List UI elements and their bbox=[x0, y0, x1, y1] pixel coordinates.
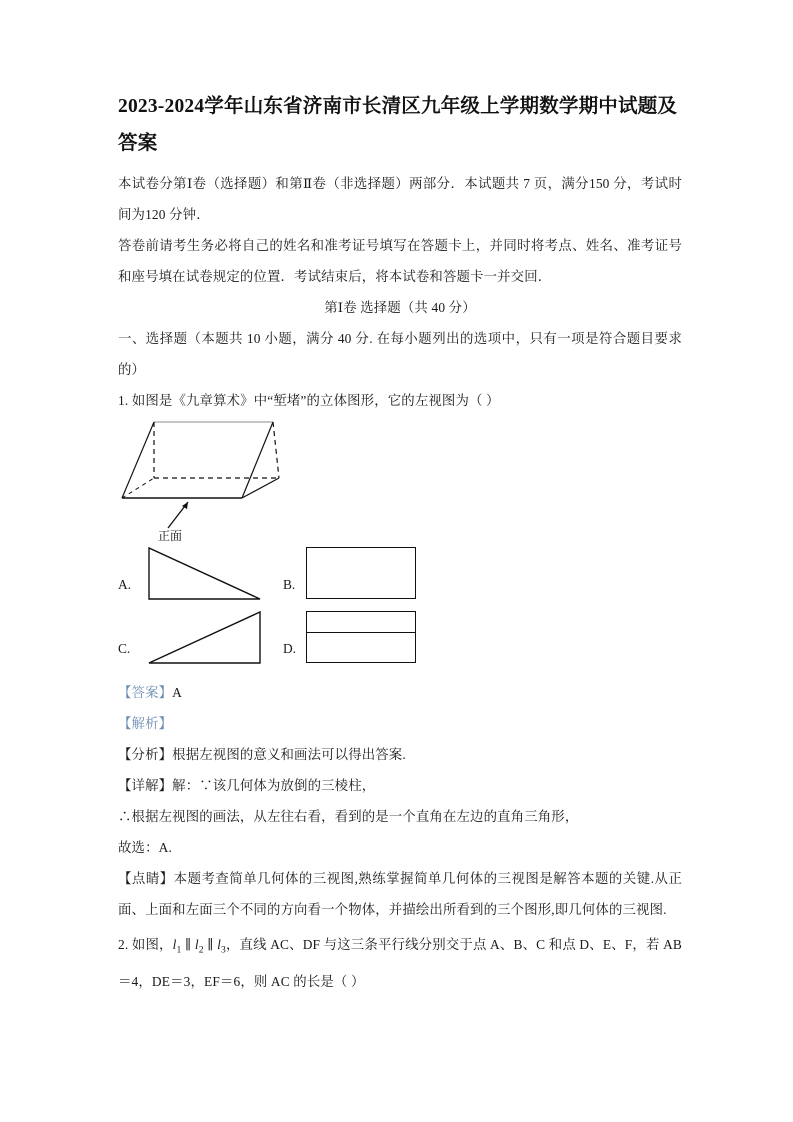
parallel-sign-2: ∥ bbox=[207, 937, 214, 952]
zhandu-solid-figure bbox=[118, 418, 418, 543]
analysis-line-2: 【详解】解：∵该几何体为放倒的三棱柱， bbox=[118, 778, 376, 793]
intro-paragraph-2: 答卷前请考生务必将自己的姓名和准考证号填写在答题卡上，并同时将考点、姓名、准考证号和座号填在试卷规定的位置．考试结束后，将本试卷和答题卡一并交回． bbox=[118, 238, 682, 284]
analysis-line-3: ∴根据左视图的画法，从左往右看，看到的是一个直角在左边的直角三角形， bbox=[118, 809, 579, 824]
question-1-text: 如图是《九章算术》中“堑堵”的立体图形，它的左视图为（ ） bbox=[131, 393, 500, 408]
question-2-text-part1: 如图， bbox=[131, 937, 173, 952]
question-1-number: 1. bbox=[118, 393, 129, 408]
analysis-line-1: 【分析】根据左视图的意义和画法可以得出答案. bbox=[118, 747, 406, 762]
front-view-label: 正面 bbox=[158, 529, 183, 543]
question-2-text-part2: ，直线 AC、DF 与这三条平行线分别交于点 A、B、C 和点 D、E、F，若 AB＝4，DE＝3，EF＝6，则 AC 的长是（ ） bbox=[118, 937, 682, 989]
line-var-3: $l_3$ bbox=[217, 937, 226, 956]
option-c-label: C. bbox=[118, 641, 131, 656]
section-header: 第Ⅰ卷 选择题（共 40 分） bbox=[324, 300, 476, 315]
intro-paragraph-1: 本试卷分第Ⅰ卷（选择题）和第Ⅱ卷（非选择题）两部分．本试题共 7 页，满分150 分，考试时间为120 分钟． bbox=[118, 176, 682, 222]
answer-value: A bbox=[172, 685, 182, 700]
question-2-stem bbox=[118, 929, 682, 997]
question-1-answer-row bbox=[118, 677, 682, 708]
analysis-line-4: 故选：A. bbox=[118, 840, 172, 855]
option-d-shape[interactable] bbox=[306, 611, 416, 663]
question-1-figure bbox=[118, 418, 682, 543]
question-1-options bbox=[118, 545, 682, 677]
section-instruction: 一、选择题（本题共 10 小题，满分 40 分. 在每小题列出的选项中，只有一项是符合题目要求的） bbox=[118, 331, 682, 377]
option-b-label: B. bbox=[283, 577, 296, 592]
option-b-shape[interactable] bbox=[306, 547, 416, 599]
analysis-line-5: 【点睛】本题考查简单几何体的三视图,熟练掌握简单几何体的三视图是解答本题的关键.从正面、上面和左面三个不同的方向看一个物体，并描绘出所看到的三个图形,即几何体的三视图. bbox=[118, 871, 682, 917]
line-var-2: $l_2$ bbox=[194, 937, 204, 956]
option-c-shape[interactable] bbox=[146, 609, 266, 667]
analysis-label: 【解析】 bbox=[118, 716, 173, 731]
option-d-divider bbox=[307, 632, 415, 633]
option-a-shape[interactable] bbox=[146, 545, 266, 603]
page-content bbox=[118, 88, 682, 997]
line-var-1: $l_1$ bbox=[172, 937, 182, 956]
page-title: 2023-2024学年山东省济南市长清区九年级上学期数学期中试题及答案 bbox=[118, 96, 678, 154]
question-2-number: 2. bbox=[118, 937, 129, 952]
answer-label: 【答案】 bbox=[118, 685, 173, 700]
parallel-sign-1: ∥ bbox=[184, 937, 192, 952]
question-1-stem bbox=[118, 385, 682, 416]
option-a-label: A. bbox=[118, 577, 132, 592]
option-d-label: D. bbox=[283, 641, 297, 656]
